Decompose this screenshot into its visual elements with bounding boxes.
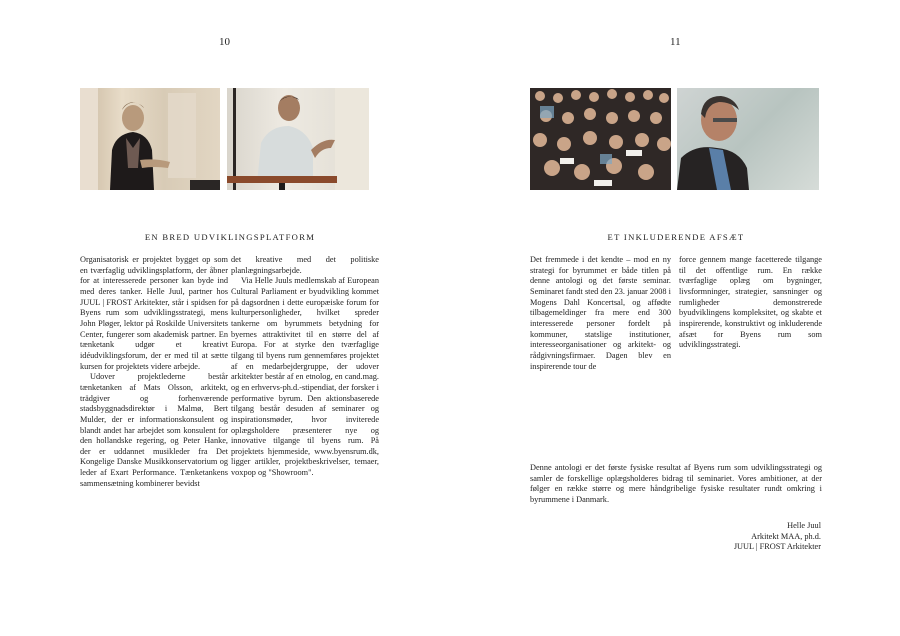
signature-name: Helle Juul: [787, 521, 821, 530]
signature-company: JUUL | FROST Arkitekter: [733, 542, 821, 552]
photo-seminar-audience: [530, 88, 671, 190]
section-heading-right: ET INKLUDERENDE AFSÆT: [607, 232, 745, 242]
paragraph: Via Helle Juuls medlemskab af European Cultural Parliament er byudvikling kommet på dagsordnen i dette europæiske forum for kulturpersonligheder, hvilket spreder tankerne om byrummets betydning for byernes attraktivitet til en større del af Europa. For at styrke den tværfaglige tilgang til byens rum gennemføres projektet af en medarbejdergruppe, der udover arkitekter består af en etnolog, en cand.mag. og en erhvervs-ph.d.-stipendiat, der forsker i performative byrum. Den aktionsbaserede tilgang består desuden af seminarer og inspirationsmøder, hvor inviterede oplægsholdere præsenterer nye og innovative tilgange til byens rum. På projektets hjemmeside, www.byensrum.dk, ligger artikler, projektbeskrivelser, temaer, voxpop og "Showroom".: [231, 276, 379, 478]
text-column-right-2: [679, 255, 822, 351]
text-column-left-1: [80, 255, 228, 489]
text-column-right-1: [530, 255, 671, 372]
page-number-left: 10: [219, 36, 230, 48]
signature-title: Arkitekt MAA, ph.d.: [751, 531, 821, 541]
photo-man-with-glasses: [677, 88, 819, 190]
photo-man-speaking-at-podium: [227, 88, 369, 190]
paragraph: force gennem mange facetterede tilgange til det offentlige rum. En række tværfaglige oplæg om bygninger, livsformninger, strategier, sansninger og rumligheder demonstrerede byudviklingens kompleksitet, og skabte et inspirerende, konstruktivt og inkluderende afsæt for Byens rum som udviklingsstrategi.: [679, 255, 822, 350]
photo-woman-speaking: [80, 88, 220, 190]
page-number-right: 11: [670, 36, 681, 48]
paragraph: Udover projektlederne består tænketanken af Mats Olsson, arkitekt, trädgiver og forhenværende stadsbyggnadsdirektør i Malmø, Bert Mulder, der er informationskonsulent og blandt andet har arbejdet som konsulent for den hollandske regering, og Peter Hanke, der er uddannet musikleder fra Det Kongelige Danske Musikkonservatorium og leder af Exart Performance. Tænketankens sammensætning kombinerer bevidst: [80, 372, 228, 488]
paragraph: Det fremmede i det kendte – mod en ny strategi for byrummet er både titlen på denne antologi og det første seminar. Seminaret fandt sted den 23. januar 2008 i Mogens Dahl Koncertsal, og affødte tilbagemeldinger fra mere end 300 interesserede personer fordelt på kommuner, statslige institutioner, interesseorganisationer og arkitekt- og rådgivningsfirmaer. Dagen blev en inspirerende tour de: [530, 255, 671, 371]
text-column-left-2: [231, 255, 379, 479]
signature-block: [734, 521, 821, 553]
section-heading-left: EN BRED UDVIKLINGSPLATFORM: [144, 232, 316, 242]
closing-paragraph: Denne antologi er det første fysiske resultat af Byens rum som udviklingsstrategi og samler de forskellige oplægsholderes bidrag til seminariet. Vores ambitioner, at der følger en række større og mere håndgribelige fysiske resultater rundt omkring i byrummene i Danmark.: [530, 463, 822, 504]
paragraph: det kreative med det politiske planlægningsarbejde.: [231, 255, 379, 275]
paragraph: Organisatorisk er projektet bygget op som en tværfaglig udviklingsplatform, der åbner for at interesserede personer kan byde ind med deres tanker. Helle Juul, partner hos JUUL | FROST Arkitekter, står i spidsen for Byens rum som udviklingsstrategi, mens John Pløger, lektor på Roskilde Universitets Center, fungerer som akademisk partner. En tænketank udgør et kreativt idéudviklingsforum, der er med til at sætte kursen for projektets videre arbejde.: [80, 255, 228, 371]
